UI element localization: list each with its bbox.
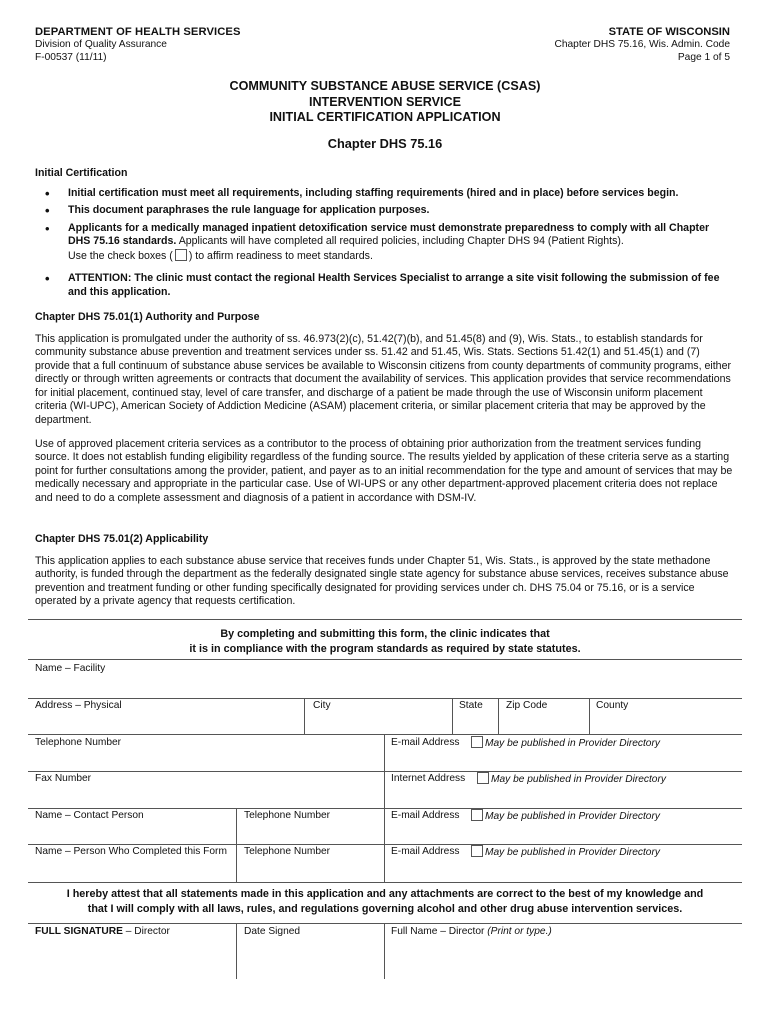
sample-checkbox: [175, 249, 187, 261]
col-divider: [498, 698, 499, 734]
county-field[interactable]: County: [596, 700, 629, 711]
header-left: [35, 25, 241, 65]
authority-heading: Chapter DHS 75.01(1) Authority and Purpose: [35, 311, 260, 323]
attestation-statement: [28, 887, 742, 917]
compliance-notice: [28, 627, 742, 656]
telephone-field[interactable]: Telephone Number: [35, 737, 122, 748]
applicability-heading: Chapter DHS 75.01(2) Applicability: [35, 533, 209, 545]
applicability-paragraph: This application applies to each substance abuse service that receives funds under Chapter 51, Wis. Stats., is approved by the state methadone authority, is funded through the department as the federally designated single state agency for substance abuse services, receives substance abuse prevention and treatment funding or other funding specifically designated for providing services under ch. DHS 75.04 or 75.16, or is a service operated by a private agency that requests certification.: [35, 555, 729, 608]
title-line-3: INITIAL CERTIFICATION APPLICATION: [269, 110, 501, 125]
chapter-title: Chapter DHS 75.16: [327, 136, 443, 151]
department-name: DEPARTMENT OF HEALTH SERVICES: [35, 26, 241, 38]
bullet-detox: [35, 222, 725, 263]
contact-person-field[interactable]: Name – Contact Person: [35, 810, 144, 821]
publish-label: May be published in Provider Directory: [485, 811, 660, 822]
email-field[interactable]: E-mail Address: [391, 737, 460, 748]
attestation-line-2: that I will comply with all laws, rules, and regulations governing alcohol and other drug abuse intervention services.: [87, 903, 683, 916]
authority-paragraph-1: This application is promulgated under the authority of ss. 46.973(2)(c), 51.42(7)(b), and 51.45(8) and (9), Wis. Stats., to establish standards for community substance abuse prevention and treatment services under ss. 51.42 and 51.45, Wis. Stats. Sections 51.42(1) and 51.45(1) and (7) provide that a full continuum of substance abuse services be available to Wisconsin citizens from county departments of community programs, either directly or through written agreements or contracts that document the availability of services. This application provides that service recommendations for initial placement, continued stay, level of care transfer, and discharge of a patient be made through the use of Wisconsin uniform placement criteria (WI-UPC), American Society of Addiction Medicine (ASAM) placement criteria, or similar placement criteria that may be approved by the department.: [35, 333, 731, 426]
form-id: F-00537 (11/11): [35, 52, 107, 64]
check-instruction-post: ) to affirm readiness to meet standards.: [188, 249, 373, 262]
state-name: STATE OF WISCONSIN: [608, 26, 730, 38]
full-name-label: Full Name – Director: [391, 926, 488, 937]
compliance-notice-line-2: it is in compliance with the program standards as required by state statutes.: [189, 642, 581, 655]
attestation-line-1: I hereby attest that all statements made in this application and any attachments are correct to the best of my knowledge and: [66, 888, 704, 900]
row-divider: [28, 659, 742, 660]
fax-field[interactable]: Fax Number: [35, 773, 92, 784]
contact-email-field[interactable]: E-mail Address: [391, 810, 460, 821]
bullet-detox-bold: Applicants for a medically managed inpatient detoxification service must demonstrate preparedness to comply with all Chapter DHS 75.16 standards.: [68, 221, 710, 248]
state-field[interactable]: State: [459, 700, 483, 711]
check-instruction-pre: Use the check boxes (: [68, 249, 173, 262]
internet-address-field[interactable]: Internet Address: [391, 773, 466, 784]
completed-by-field[interactable]: Name – Person Who Completed this Form: [35, 846, 227, 857]
director-full-name-field[interactable]: [391, 926, 552, 939]
address-physical-field[interactable]: Address – Physical: [35, 700, 122, 711]
header-right: [554, 25, 730, 65]
bullet-detox-rest: Applicants will have completed all required policies, including Chapter DHS 94 (Patient Rights).: [176, 235, 624, 248]
publish-option: [469, 736, 660, 751]
bullet-paraphrase: • This document paraphrases the rule language for application purposes.: [35, 204, 725, 217]
publish-checkbox[interactable]: [477, 772, 489, 784]
row-divider: [28, 734, 742, 735]
title-line-2: INTERVENTION SERVICE: [308, 94, 462, 109]
signature-label-rest: – Director: [122, 926, 170, 937]
compliance-notice-line-1: By completing and submitting this form, the clinic indicates that: [220, 628, 550, 640]
signature-label-bold: FULL SIGNATURE: [35, 926, 123, 937]
col-divider: [304, 698, 305, 734]
row-divider: [28, 698, 742, 699]
col-divider: [236, 808, 237, 882]
col-divider: [384, 923, 385, 979]
bullet-attention: • ATTENTION: The clinic must contact the regional Health Services Specialist to arrange a site visit following the submission of fee and this application.: [35, 272, 725, 299]
publish-checkbox[interactable]: [471, 845, 483, 857]
col-divider: [236, 923, 237, 979]
date-signed-field[interactable]: Date Signed: [244, 926, 301, 937]
print-hint: (Print or type.): [487, 926, 552, 937]
director-signature-field[interactable]: [35, 926, 170, 939]
row-divider: [28, 923, 742, 924]
contact-telephone-field[interactable]: Telephone Number: [244, 810, 331, 821]
page-number: Page 1 of 5: [677, 52, 730, 64]
publish-option: [469, 809, 660, 824]
publish-checkbox[interactable]: [471, 736, 483, 748]
completer-telephone-field[interactable]: Telephone Number: [244, 846, 331, 857]
publish-option: [469, 845, 660, 860]
publish-label: May be published in Provider Directory: [485, 847, 660, 858]
admin-code: Chapter DHS 75.16, Wis. Admin. Code: [554, 39, 730, 51]
publish-label: May be published in Provider Directory: [491, 774, 666, 785]
title-line-1: COMMUNITY SUBSTANCE ABUSE SERVICE (CSAS): [229, 79, 541, 93]
col-divider: [452, 698, 453, 734]
city-field[interactable]: City: [313, 700, 331, 711]
completer-email-field[interactable]: E-mail Address: [391, 846, 460, 857]
document-title: [0, 79, 770, 126]
publish-label: May be published in Provider Directory: [485, 738, 660, 749]
initial-certification-heading: Initial Certification: [35, 167, 128, 179]
publish-checkbox[interactable]: [471, 809, 483, 821]
zip-code-field[interactable]: Zip Code: [506, 700, 548, 711]
publish-option: [475, 772, 666, 787]
col-divider: [589, 698, 590, 734]
authority-paragraph-2: Use of approved placement criteria services as a contributor to the process of obtaining prior authorization from the treatment services funding source. It does not establish funding eligibility regardless of the funding source. The results yielded by application of these criteria serve as a starting point for further consultations among the provider, patient, and payer as to an initial recommendation for the type and amount of services that may be medically necessary and appropriate in the particular case. Use of WI-UPS or any other department-approved placement criteria does not replace and need to do a complete assessment and diagnosis of a patient in accordance with DSM-IV.: [35, 438, 733, 504]
name-facility-field[interactable]: Name – Facility: [35, 663, 106, 674]
form-top-border: [28, 619, 742, 620]
row-divider: [28, 882, 742, 883]
bullet-requirements: • Initial certification must meet all requirements, including staffing requirements (hired and in place) before services begin.: [35, 187, 725, 200]
col-divider: [384, 734, 385, 882]
division-name: Division of Quality Assurance: [35, 39, 167, 51]
initial-certification-bullets: [35, 187, 725, 303]
